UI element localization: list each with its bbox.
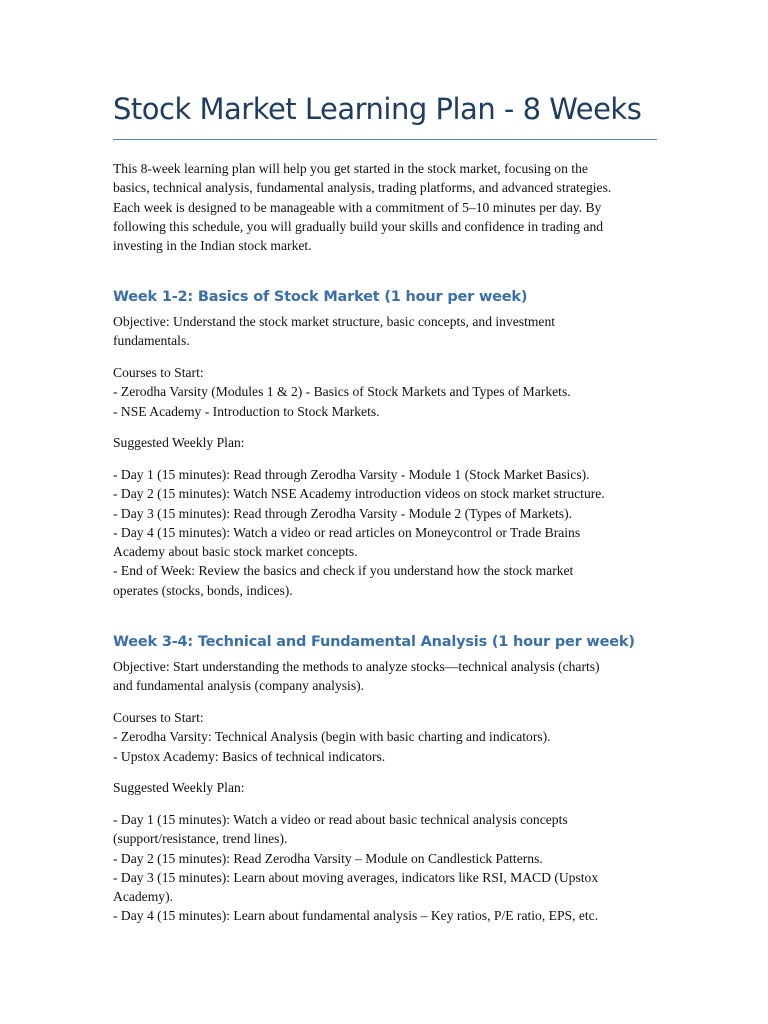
objective-line: fundamentals. (113, 333, 190, 349)
objective-line: and fundamental analysis (company analysis). (113, 678, 365, 694)
intro-line: investing in the Indian stock market. (113, 238, 312, 254)
intro-line: This 8-week learning plan will help you get started in the stock market, focusing on the (113, 161, 588, 176)
plan-label (113, 433, 658, 452)
plan-item: operates (stocks, bonds, indices). (113, 582, 293, 598)
plan-label (113, 778, 658, 797)
plan-item: (support/resistance, trend lines). (113, 831, 288, 847)
plan-item: - Day 1 (15 minutes): Watch a video or read about basic technical analysis concepts (113, 812, 568, 827)
plan-item: - Day 1 (15 minutes): Read through Zerodha Varsity - Module 1 (Stock Market Basics). (113, 467, 590, 482)
courses-label: Courses to Start: (113, 710, 204, 725)
plan-item: - Day 2 (15 minutes): Watch NSE Academy introduction videos on stock market structure. (113, 486, 605, 502)
page-title: Stock Market Learning Plan - 8 Weeks (113, 92, 642, 126)
plan-label-text: Suggested Weekly Plan: (113, 780, 245, 795)
objective-line: Objective: Start understanding the methods to analyze stocks—technical analysis (charts) (113, 659, 600, 674)
plan-label-text: Suggested Weekly Plan: (113, 435, 245, 450)
course-item: - Upstox Academy: Basics of technical indicators. (113, 748, 386, 764)
weekly-plan (113, 810, 658, 926)
intro-line: basics, technical analysis, fundamental analysis, trading platforms, and advanced strategies. (113, 180, 612, 196)
title-underline (113, 139, 657, 140)
section-heading: Week 3-4: Technical and Fundamental Analysis (1 hour per week) (113, 634, 635, 650)
section-objective (113, 657, 658, 696)
plan-item: - Day 3 (15 minutes): Learn about moving averages, indicators like RSI, MACD (Upstox (113, 869, 599, 885)
course-item: - NSE Academy - Introduction to Stock Markets. (113, 403, 380, 419)
plan-item: - Day 4 (15 minutes): Learn about fundamental analysis – Key ratios, P/E ratio, EPS, etc. (113, 908, 599, 924)
objective-line: Objective: Understand the stock market structure, basic concepts, and investment (113, 314, 556, 329)
plan-item: - Day 3 (15 minutes): Read through Zerodha Varsity - Module 2 (Types of Markets). (113, 505, 572, 521)
weekly-plan (113, 465, 658, 600)
intro-line: Each week is designed to be manageable with a commitment of 5–10 minutes per day. By (113, 199, 602, 215)
plan-item: - Day 2 (15 minutes): Read Zerodha Varsity – Module on Candlestick Patterns. (113, 850, 543, 866)
intro-paragraph (113, 159, 658, 255)
plan-item: - End of Week: Review the basics and check if you understand how the stock market (113, 563, 574, 579)
courses-label: Courses to Start: (113, 365, 204, 380)
plan-item: Academy). (113, 889, 174, 905)
section-heading: Week 1-2: Basics of Stock Market (1 hour per week) (113, 289, 528, 305)
section-courses (113, 363, 658, 421)
section-courses (113, 708, 658, 766)
intro-line: following this schedule, you will gradually build your skills and confidence in trading and (113, 218, 604, 234)
section-objective (113, 312, 658, 351)
course-item: - Zerodha Varsity (Modules 1 & 2) - Basics of Stock Markets and Types of Markets. (113, 384, 571, 400)
plan-item: Academy about basic stock market concepts. (113, 544, 358, 560)
plan-item: - Day 4 (15 minutes): Watch a video or read articles on Moneycontrol or Trade Brains (113, 524, 581, 540)
course-item: - Zerodha Varsity: Technical Analysis (begin with basic charting and indicators). (113, 729, 551, 745)
